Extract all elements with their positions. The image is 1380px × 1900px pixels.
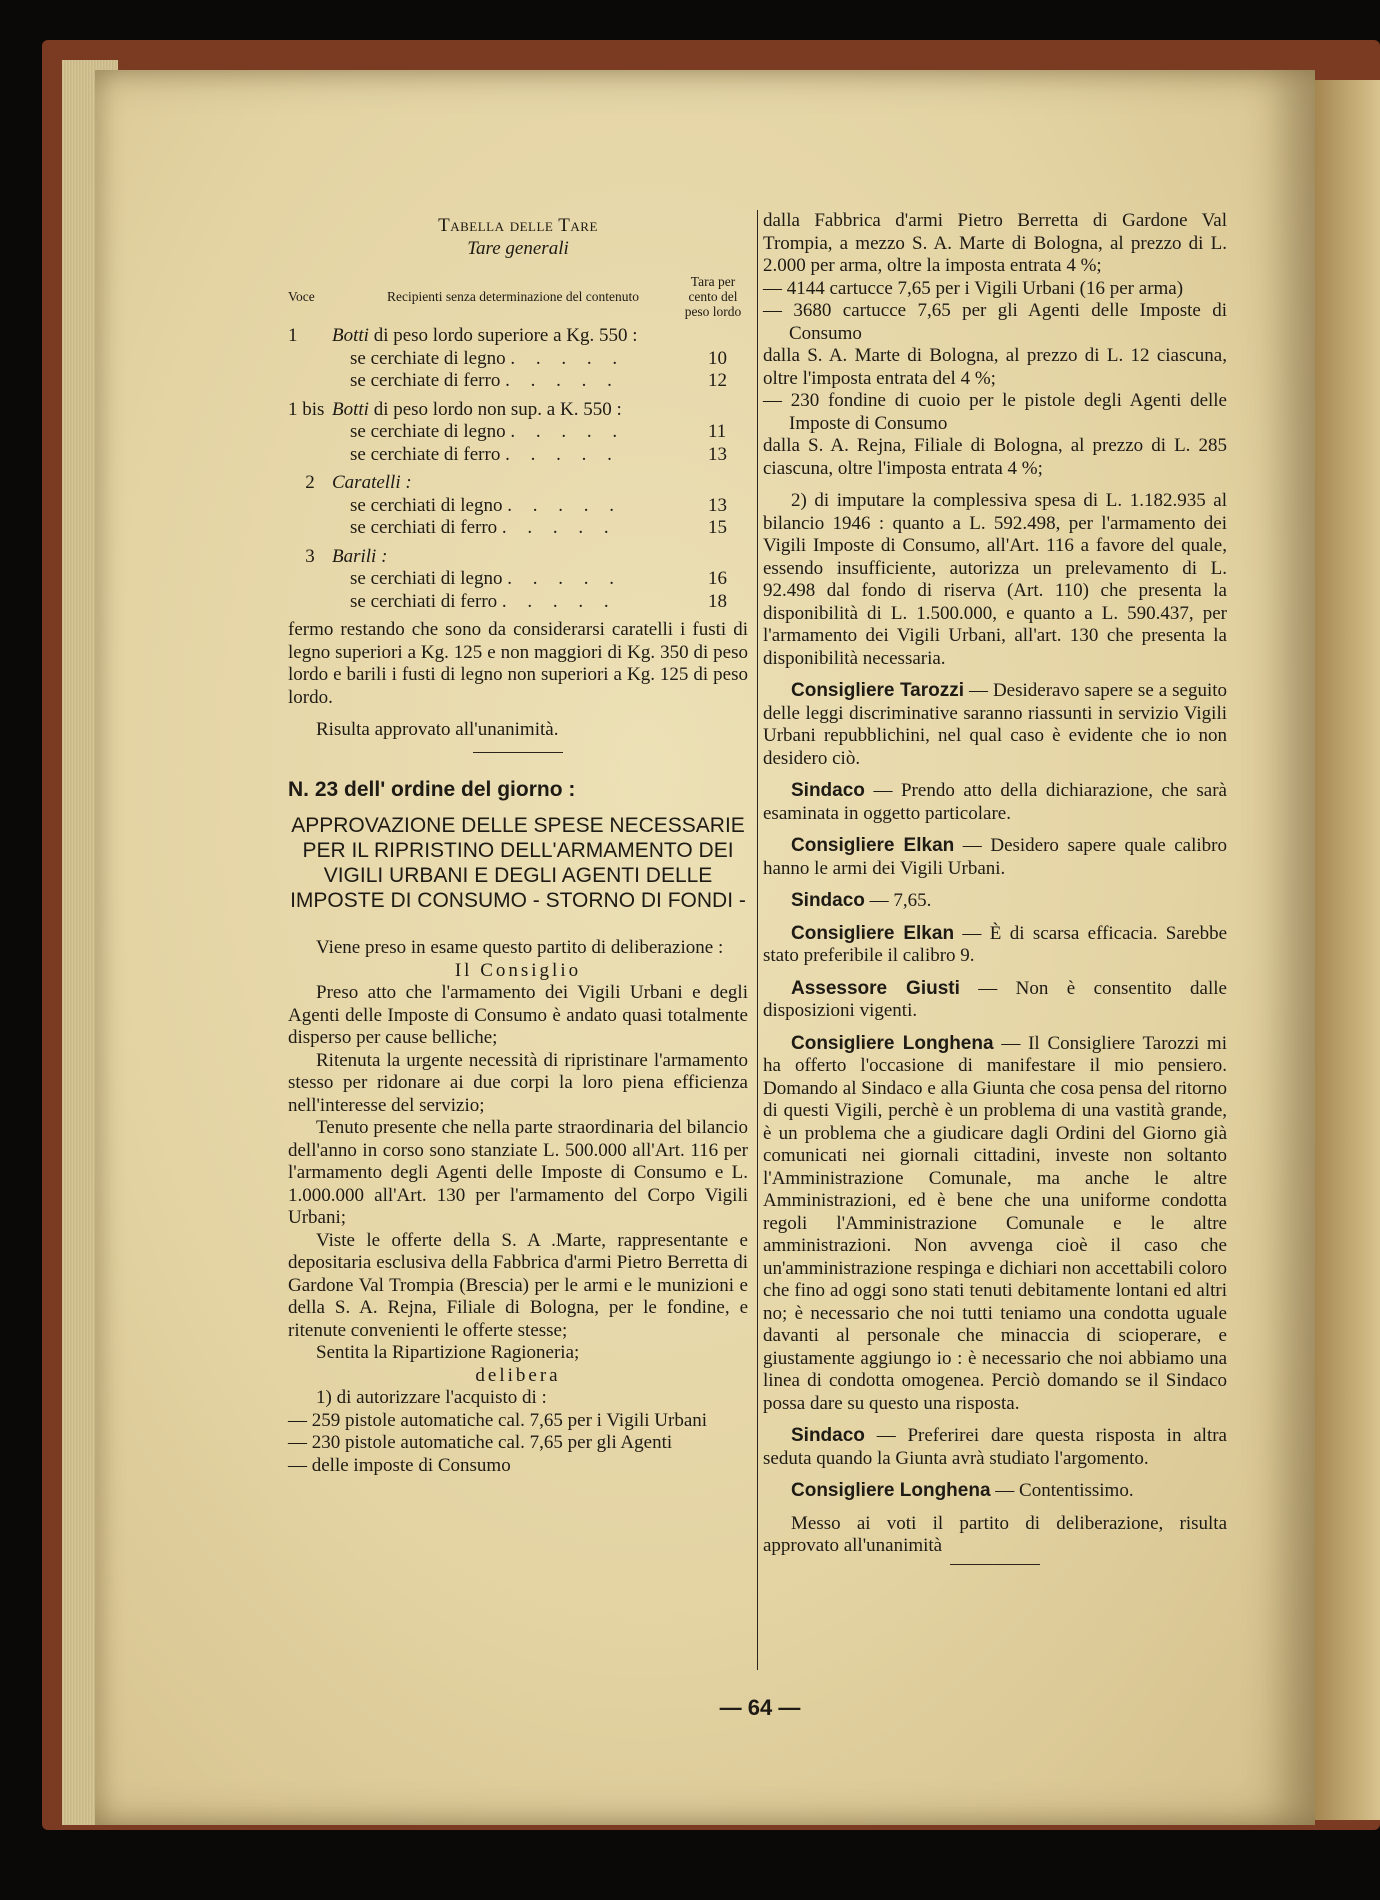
page-number: — 64 — xyxy=(719,1695,801,1720)
next-page-edge xyxy=(1310,80,1380,1820)
table-row: se cerchiati di ferro . . . . . 18 xyxy=(350,590,727,612)
divider xyxy=(950,1564,1040,1565)
speech: Consigliere Longhena — Contentissimo. xyxy=(791,1480,1134,1501)
table-row: 1 Botti di peso lordo superiore a Kg. 550 : xyxy=(288,325,638,346)
speaker-name: Sindaco xyxy=(791,890,865,911)
list-item: — 230 pistole automatiche cal. 7,65 per gli Agenti xyxy=(288,1432,673,1453)
table-subtitle: Tare generali xyxy=(467,237,569,259)
list-item: — 4144 cartucce 7,65 per i Vigili Urbani (16 per arma) xyxy=(763,277,1184,299)
table-row: se cerchiate di ferro . . . . . 12 xyxy=(350,370,727,391)
paragraph: Viene preso in esame questo partito di deliberazione : xyxy=(316,937,724,958)
speech: Consigliere Elkan — È di scarsa efficacia. Sarebbe stato preferibile il calibro 9. xyxy=(763,922,1227,966)
subject-heading: APPROVAZIONE DELLE SPESE NECESSARIE PER IL RIPRISTINO DELL'ARMAMENTO DEI VIGILI URBANI E DEGLI AGENTI DELLE IMPOSTE DI CONSUMO - STORNO DI FONDI - xyxy=(290,814,746,912)
consiglio-heading: Il Consiglio xyxy=(454,959,582,981)
speech: Consigliere Tarozzi — Desideravo sapere se a seguito delle leggi discriminative saranno riassunti in servizio Vigili Urbani repubblichini, nel qual caso è evidente che io non desidero ciò. xyxy=(763,680,1228,769)
table-row: se cerchiati di legno . . . . . 16 xyxy=(350,568,727,589)
paragraph: Tenuto presente che nella parte straordinaria del bilancio dell'anno in corso sono stanziate L. 500.000 all'Art. 116 per l'armamento degli Agenti delle Imposte di Consumo e L. 1.000.000 all'Art. 130 per l'armamento del Corpo Vigili Urbani; xyxy=(288,1117,748,1228)
paragraph: dalla Fabbrica d'armi Pietro Berretta di Gardone Val Trompia, a mezzo S. A. Marte di Bologna, al prezzo di L. 2.000 per arma, oltre la imposta entrata 4 %; xyxy=(763,210,1227,276)
paragraph: Risulta approvato all'unanimità. xyxy=(316,719,559,740)
delibera-heading: delibera xyxy=(475,1364,561,1386)
col-tara: Tara per cento del peso lordo xyxy=(684,274,742,319)
speech: Sindaco — 7,65. xyxy=(791,890,932,911)
paragraph: Messo ai voti il partito di deliberazione, risulta approvato all'unanimità xyxy=(763,1512,1227,1556)
table-row: 3 Barili : xyxy=(305,545,388,567)
column-divider xyxy=(757,210,758,1670)
speaker-name: Sindaco xyxy=(791,1425,865,1446)
speech: Sindaco — Preferirei dare questa risposta in altra seduta quando la Giunta avrà studiato l'argomento. xyxy=(763,1425,1227,1469)
table-row: se cerchiati di ferro . . . . . 15 xyxy=(350,517,727,538)
speech: Consigliere Longhena — Il Consigliere Tarozzi mi ha offerto l'occasione di manifestare il mio pensiero. Domando al Sindaco e alla Giunta che cosa pensa del ritorno di questi Vigili, perchè è un problema di una vastità grande, è un problema che a giudicare dagli Ordini del Giorno già comunicati nei giornali cittadini, investe non soltanto l'Amministrazione Comunale, ma anche le altre Amministrazioni, ed è bene che una uniforme condotta regoli l'Amministrazione Comunale e le altre amministrazioni. Non avvenga cioè il caso che un'amministrazione respinga e dichiari non accettabili coloro che fino ad oggi sono stati tenuti debitamente lontani ed altri no; è necessario che noi tutti teniamo una condotta uguale davanti al personale che minaccia di scioperare, e giustamente aggiungo io : è necessario che noi abbiamo una linea di condotta omogenea. Perciò domando se il Sindaco possa dare su questo una risposta. xyxy=(763,1032,1227,1414)
speech: Consigliere Elkan — Desidero sapere quale calibro hanno le armi dei Vigili Urbani. xyxy=(763,835,1227,879)
speaker-name: Sindaco xyxy=(791,780,865,801)
paragraph: Preso atto che l'armamento dei Vigili Urbani e degli Agenti delle Imposte di Consumo è andato quasi totalmente disperso per cause belliche; xyxy=(288,982,748,1048)
speech: Sindaco — Prendo atto della dichiarazione, che sarà esaminata in oggetto particolare. xyxy=(763,780,1227,824)
paragraph: Viste le offerte della S. A .Marte, rappresentante e depositaria esclusiva della Fabbrica d'armi Pietro Berretta di Gardone Val Trompia (Brescia) per le armi e le munizioni e della S. A. Rejna, Filiale di Bologna, per le fondine, e ritenute convenienti le offerte stesse; xyxy=(288,1229,748,1341)
speaker-name: Consigliere Longhena xyxy=(791,1480,991,1501)
list-item: — 3680 cartucce 7,65 per gli Agenti delle Imposte di Consumo xyxy=(763,300,1227,344)
left-column xyxy=(288,215,748,1477)
agenda-heading: N. 23 dell' ordine del giorno : xyxy=(288,777,576,801)
table-row: se cerchiate di legno . . . . . 10 xyxy=(350,347,727,369)
paragraph: 2) di imputare la complessiva spesa di L. 1.182.935 al bilancio 1946 : quanto a L. 592.498, per l'armamento dei Vigili Imposte di Consumo, all'Art. 116 a favore del quale, essendo insufficiente, autorizza un prelevamento di L. 92.498 dal fondo di riserva (Art. 110) che presenta la disponibilità di L. 1.500.000, e quanto a L. 590.437, per l'armamento dei Vigili Urbani, all'art. 130 che presenta la disponibilità necessaria. xyxy=(763,490,1227,669)
table-header xyxy=(288,274,748,319)
table-row: se cerchiate di ferro . . . . . 13 xyxy=(350,443,727,465)
list-item: — delle imposte di Consumo xyxy=(288,1454,511,1476)
speaker-name: Consigliere Longhena xyxy=(791,1032,994,1054)
list-item: — 259 pistole automatiche cal. 7,65 per i Vigili Urbani xyxy=(288,1409,708,1431)
right-column xyxy=(763,210,1227,1565)
paragraph: 1) di autorizzare l'acquisto di : xyxy=(316,1387,547,1408)
speech: Assessore Giusti — Non è consentito dalle disposizioni vigenti. xyxy=(763,977,1227,1021)
speaker-name: Consigliere Elkan xyxy=(791,835,955,856)
speaker-name: Consigliere Elkan xyxy=(791,922,955,944)
paragraph: dalla S. A. Marte di Bologna, al prezzo di L. 12 ciascuna, oltre l'imposta entrata del 4 %; xyxy=(763,345,1227,389)
table-row: 1 bis Botti di peso lordo non sup. a K. 550 : xyxy=(288,398,622,420)
col-recipienti: Recipienti senza determinazione del contenuto xyxy=(387,289,639,304)
speaker-name: Assessore Giusti xyxy=(791,977,960,999)
speaker-name: Consigliere Tarozzi xyxy=(791,680,965,701)
col-voce: Voce xyxy=(288,289,315,304)
paragraph: dalla S. A. Rejna, Filiale di Bologna, al prezzo di L. 285 ciascuna, oltre l'imposta entrata 4 %; xyxy=(763,435,1227,479)
paragraph: Sentita la Ripartizione Ragioneria; xyxy=(316,1342,580,1363)
paragraph: fermo restando che sono da considerarsi caratelli i fusti di legno superiori a Kg. 125 e non maggiori di Kg. 350 di peso lordo e barili i fusti di legno non superiori a Kg. 125 di peso lordo. xyxy=(288,619,748,708)
table-row: se cerchiate di legno . . . . . 11 xyxy=(350,421,727,442)
list-item: — 230 fondine di cuoio per le pistole degli Agenti delle Imposte di Consumo xyxy=(763,390,1227,434)
table-title: Tabella delle Tare xyxy=(438,215,598,236)
paragraph: Ritenuta la urgente necessità di ripristinare l'armamento stesso per ridonare ai due corpi la loro piena efficienza nell'interesse del servizio; xyxy=(288,1049,748,1116)
table-row: 2 Caratelli : xyxy=(305,472,412,493)
table-row: se cerchiati di legno . . . . . 13 xyxy=(350,494,727,516)
